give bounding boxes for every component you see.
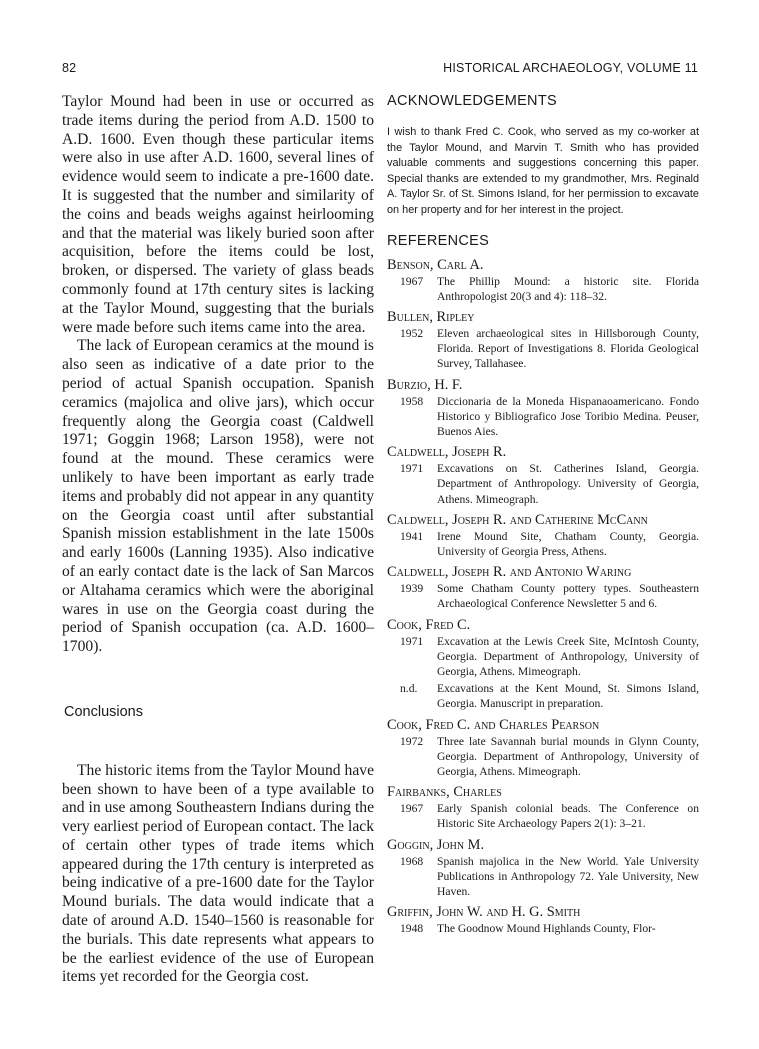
- acknowledgements-text: I wish to thank Fred C. Cook, who served as my co-worker at the Taylor Mound, and Marvin T. Smith who has provided valuable comments and suggestions concerning this paper. Special thanks are extended to my grandmother, Mrs. Reginald A. Taylor Sr. of St. Simons Island, for her permission to excavate on her property and for her interest in the project.: [387, 126, 699, 216]
- reference-author: Griffin, John W. and H. G. Smith: [387, 904, 581, 921]
- reference-text: Eleven archaeological sites in Hillsborough County, Florida. Report of Investigations 8. Florida Geological Survey, Tallahasee.: [437, 326, 699, 371]
- reference-text: The Phillip Mound: a historic site. Florida Anthropologist 20(3 and 4): 118–32.: [437, 274, 699, 303]
- reference-entry: [387, 564, 699, 611]
- reference-text: Excavations on St. Catherines Island, Georgia. Department of Anthropology. University of Georgia, Athens. Mimeograph.: [437, 462, 699, 506]
- reference-entry: [387, 837, 699, 900]
- reference-text: Three late Savannah burial mounds in Glynn County, Georgia. Department of Anthropology, University of Georgia, Athens. Mimeograph.: [437, 734, 699, 779]
- reference-work: [387, 854, 699, 900]
- reference-year: 1968: [400, 854, 424, 868]
- reference-text: Excavations at the Kent Mound, St. Simons Island, Georgia. Manuscript in preparation.: [437, 682, 699, 711]
- reference-entry: [387, 904, 699, 936]
- reference-author: Cook, Fred C.: [387, 616, 471, 633]
- acknowledgements-heading: ACKNOWLEDGEMENTS: [387, 93, 557, 109]
- reference-author: Fairbanks, Charles: [387, 784, 502, 801]
- conclusions-heading: Conclusions: [64, 703, 143, 720]
- reference-year: 1948: [400, 922, 424, 936]
- reference-year: 1972: [400, 734, 424, 748]
- reference-text: Early Spanish colonial beads. The Conference on Historic Site Archaeology Papers 2(1): 3–21.: [437, 802, 699, 831]
- references-heading: REFERENCES: [387, 232, 490, 249]
- reference-work: [387, 461, 699, 507]
- reference-work: [387, 581, 699, 611]
- body-paragraph: Taylor Mound had been in use or occurred as trade items during the period from A.D. 1500 to A.D. 1600. Even though these particular items were also in use after A.D. 1600, several lines of evidence would seem to indicate a pre-1600 date. It is suggested that the number and similarity of the coins and beads weighs against heirlooming and that the material was likely buried soon after acquisition, before the items could be lost, broken, or dispersed. The variety of glass beads commonly found at 17th century sites is lacking at the Taylor Mound, suggesting that the burials were made before such items came into the area.: [62, 93, 374, 336]
- reference-work: [387, 529, 699, 559]
- reference-year: n.d.: [400, 682, 418, 696]
- reference-work: [387, 326, 699, 372]
- reference-text: Some Chatham County pottery types. Southeastern Archaeological Conference Newsletter 5 and 6.: [437, 582, 699, 611]
- reference-year: 1967: [400, 802, 424, 816]
- reference-work: [387, 634, 699, 680]
- reference-text: Spanish majolica in the New World. Yale University Publications in Anthropology 72. Yale University, New Haven.: [437, 854, 699, 899]
- right-column: [387, 93, 699, 941]
- reference-year: 1971: [400, 462, 424, 476]
- reference-author: Burzio, H. F.: [387, 376, 463, 393]
- reference-year: 1967: [400, 274, 424, 288]
- reference-year: 1971: [400, 634, 424, 648]
- reference-text: The Goodnow Mound Highlands County, Flor-: [437, 922, 656, 936]
- page-number: 82: [62, 61, 77, 75]
- reference-entry: [387, 512, 699, 559]
- reference-entry: [387, 617, 699, 712]
- reference-text: Irene Mound Site, Chatham County, Georgia. University of Georgia Press, Athens.: [437, 529, 699, 558]
- reference-year: 1958: [400, 394, 424, 408]
- reference-author: Cook, Fred C. and Charles Pearson: [387, 716, 600, 733]
- reference-entry: [387, 257, 699, 304]
- reference-year: 1939: [400, 582, 424, 596]
- reference-entry: [387, 717, 699, 780]
- journal-title: HISTORICAL ARCHAEOLOGY, VOLUME 11: [443, 61, 698, 75]
- reference-text: Excavation at the Lewis Creek Site, McIntosh County, Georgia. Department of Anthropology, University of Georgia, Athens. Mimeograph.: [437, 634, 699, 679]
- reference-year: 1941: [400, 529, 424, 543]
- body-paragraph: The historic items from the Taylor Mound have been shown to have been of a type available to and in use among Southeastern Indians during the very earliest period of European contact. The lack of certain other types of trade items which appeared during the 17th century is interpreted as being indicative of a pre-1600 date for the Taylor Mound burials. The data would indicate that a date of around A.D. 1540–1560 is reasonable for the burials. This date represents what appears to be the earliest evidence of the use of European items yet recorded for the Georgia cost.: [62, 761, 374, 986]
- reference-work: [387, 801, 699, 831]
- left-column: [62, 93, 374, 987]
- reference-author: Caldwell, Joseph R. and Catherine McCann: [387, 511, 648, 528]
- reference-author: Caldwell, Joseph R. and Antonio Waring: [387, 564, 632, 581]
- reference-entry: [387, 377, 699, 440]
- reference-author: Goggin, John M.: [387, 836, 485, 853]
- running-header: [62, 61, 698, 79]
- reference-work: [387, 274, 699, 304]
- body-paragraph: The lack of European ceramics at the mound is also seen as indicative of a date prior to the period of actual Spanish occupation. Spanish ceramics (majolica and olive jars), which occur frequently along the Georgia coast (Caldwell 1971; Goggin 1968; Larson 1958), were not found at the mound. These ceramics were unlikely to have been important as early trade items and probably did not appear in any quantity on the Georgia coast until after substantial Spanish mission establishment in the late 1500s and early 1600s (Lanning 1935). Also indicative of an early contact date is the lack of San Marcos or Altahama ceramics which were the aboriginal wares in use on the Georgia coast during the period of Spanish occupation (ca. A.D. 1600–1700).: [62, 337, 374, 656]
- reference-entry: [387, 444, 699, 507]
- reference-work: [387, 681, 699, 711]
- reference-author: Bullen, Ripley: [387, 308, 475, 325]
- reference-author: Benson, Carl A.: [387, 256, 484, 273]
- reference-work: [387, 734, 699, 780]
- reference-year: 1952: [400, 326, 424, 340]
- reference-entry: [387, 309, 699, 372]
- reference-work: [387, 394, 699, 440]
- reference-entry: [387, 784, 699, 831]
- reference-text: Diccionaria de la Moneda Hispanaoamericano. Fondo Historico y Bibliografico Jose Toribio Medina. Peuser, Buenos Aies.: [437, 394, 699, 438]
- reference-work: [387, 921, 699, 936]
- reference-author: Caldwell, Joseph R.: [387, 444, 507, 461]
- reference-list: [387, 257, 699, 937]
